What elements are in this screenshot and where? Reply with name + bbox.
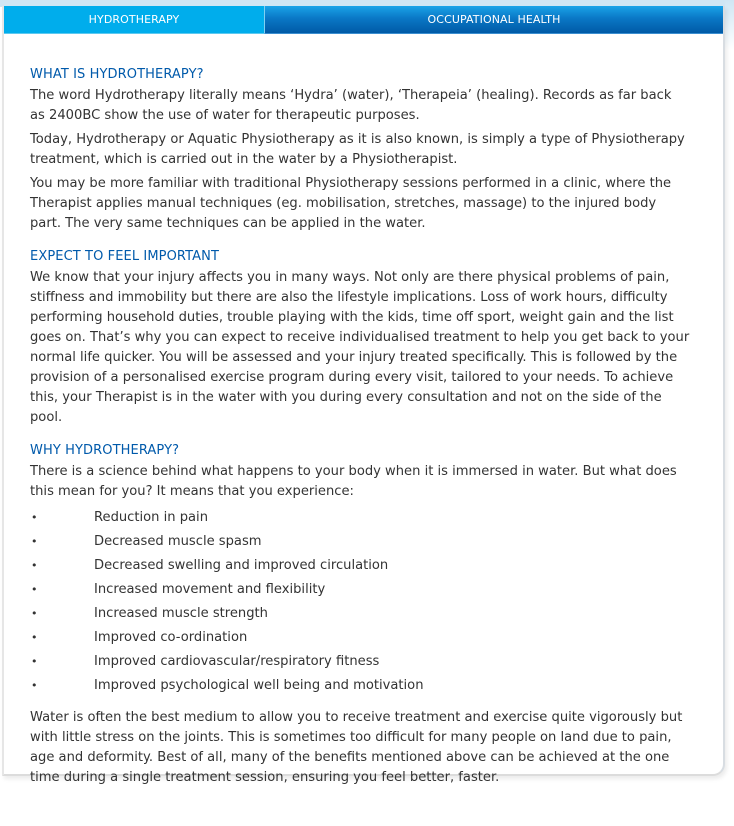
list-item xyxy=(30,626,690,650)
paragraph: We know that your injury affects you in many ways. Not only are there physical problems of pain, stiffness and immobility but there are also the lifestyle implications. Loss of work hours, difficulty performing household duties, trouble playing with the kids, time off sport, weight gain and the list goes on. That’s why you can expect to receive individualised treatment to help you get back to your normal life quicker. You will be assessed and your injury treated specifically. This is followed by the provision of a personalised exercise program during every visit, tailored to your needs. To achieve this, your Therapist is in the water with you during every consultation and not on the side of the pool. xyxy=(30,270,690,425)
list-item-text: Reduction in pain xyxy=(94,510,208,525)
right-shade xyxy=(725,0,734,50)
list-item xyxy=(30,674,690,698)
list-item xyxy=(30,554,690,578)
paragraph: You may be more familiar with traditional Physiotherapy sessions performed in a clinic, where the Therapist applies manual techniques (eg. mobilisation, stretches, massage) to the injured body part. The very same techniques can be applied in the water. xyxy=(30,176,672,231)
list-item xyxy=(30,506,690,530)
list-item-text: Decreased swelling and improved circulation xyxy=(94,558,389,573)
list-item xyxy=(30,578,690,602)
tab-bar xyxy=(4,6,723,34)
bullet-icon: • xyxy=(31,679,38,692)
intro-paragraph: There is a science behind what happens to your body when it is immersed in water. But what does this mean for you? It means that you experience: xyxy=(30,464,677,499)
section-why-hydrotherapy xyxy=(30,442,690,788)
list-item-text: Improved psychological well being and motivation xyxy=(94,678,424,693)
section-heading: EXPECT TO FEEL IMPORTANT xyxy=(30,249,220,264)
paragraph: The word Hydrotherapy literally means ‘Hydra’ (water), ‘Therapeia’ (healing). Records as far back as 2400BC show the use of water for therapeutic purposes. xyxy=(30,88,672,123)
tab-occupational-health[interactable]: OCCUPATIONAL HEALTH xyxy=(264,6,723,34)
bullet-icon: • xyxy=(31,607,38,620)
section-expect-to-feel-important xyxy=(30,248,690,428)
benefits-list xyxy=(30,506,690,698)
list-item-text: Decreased muscle spasm xyxy=(94,534,262,549)
list-item-text: Increased movement and flexibility xyxy=(94,582,326,597)
bullet-icon: • xyxy=(31,655,38,668)
bullet-icon: • xyxy=(31,559,38,572)
list-item-text: Improved cardiovascular/respiratory fitness xyxy=(94,654,380,669)
list-item-text: Improved co-ordination xyxy=(94,630,248,645)
section-heading: WHY HYDROTHERAPY? xyxy=(30,443,180,458)
list-item xyxy=(30,530,690,554)
list-item xyxy=(30,650,690,674)
list-item-text: Increased muscle strength xyxy=(94,606,268,621)
paragraph: Today, Hydrotherapy or Aquatic Physiotherapy as it is also known, is simply a type of Physiotherapy treatment, which is carried out in the water by a Physiotherapist. xyxy=(30,132,685,167)
bullet-icon: • xyxy=(31,583,38,596)
list-item xyxy=(30,602,690,626)
article xyxy=(30,66,690,802)
tab-hydrotherapy[interactable]: HYDROTHERAPY xyxy=(4,6,264,34)
section-what-is-hydrotherapy xyxy=(30,66,690,234)
bullet-icon: • xyxy=(31,511,38,524)
section-heading: WHAT IS HYDROTHERAPY? xyxy=(30,67,204,82)
closing-paragraph: Water is often the best medium to allow you to receive treatment and exercise quite vigorously but with little stress on the joints. This is sometimes too difficult for many people on land due to pain, age and deformity. Best of all, many of the benefits mentioned above can be achieved at the one time during a single treatment session, ensuring you feel better, faster. xyxy=(30,710,683,785)
bullet-icon: • xyxy=(31,631,38,644)
bullet-icon: • xyxy=(31,535,38,548)
